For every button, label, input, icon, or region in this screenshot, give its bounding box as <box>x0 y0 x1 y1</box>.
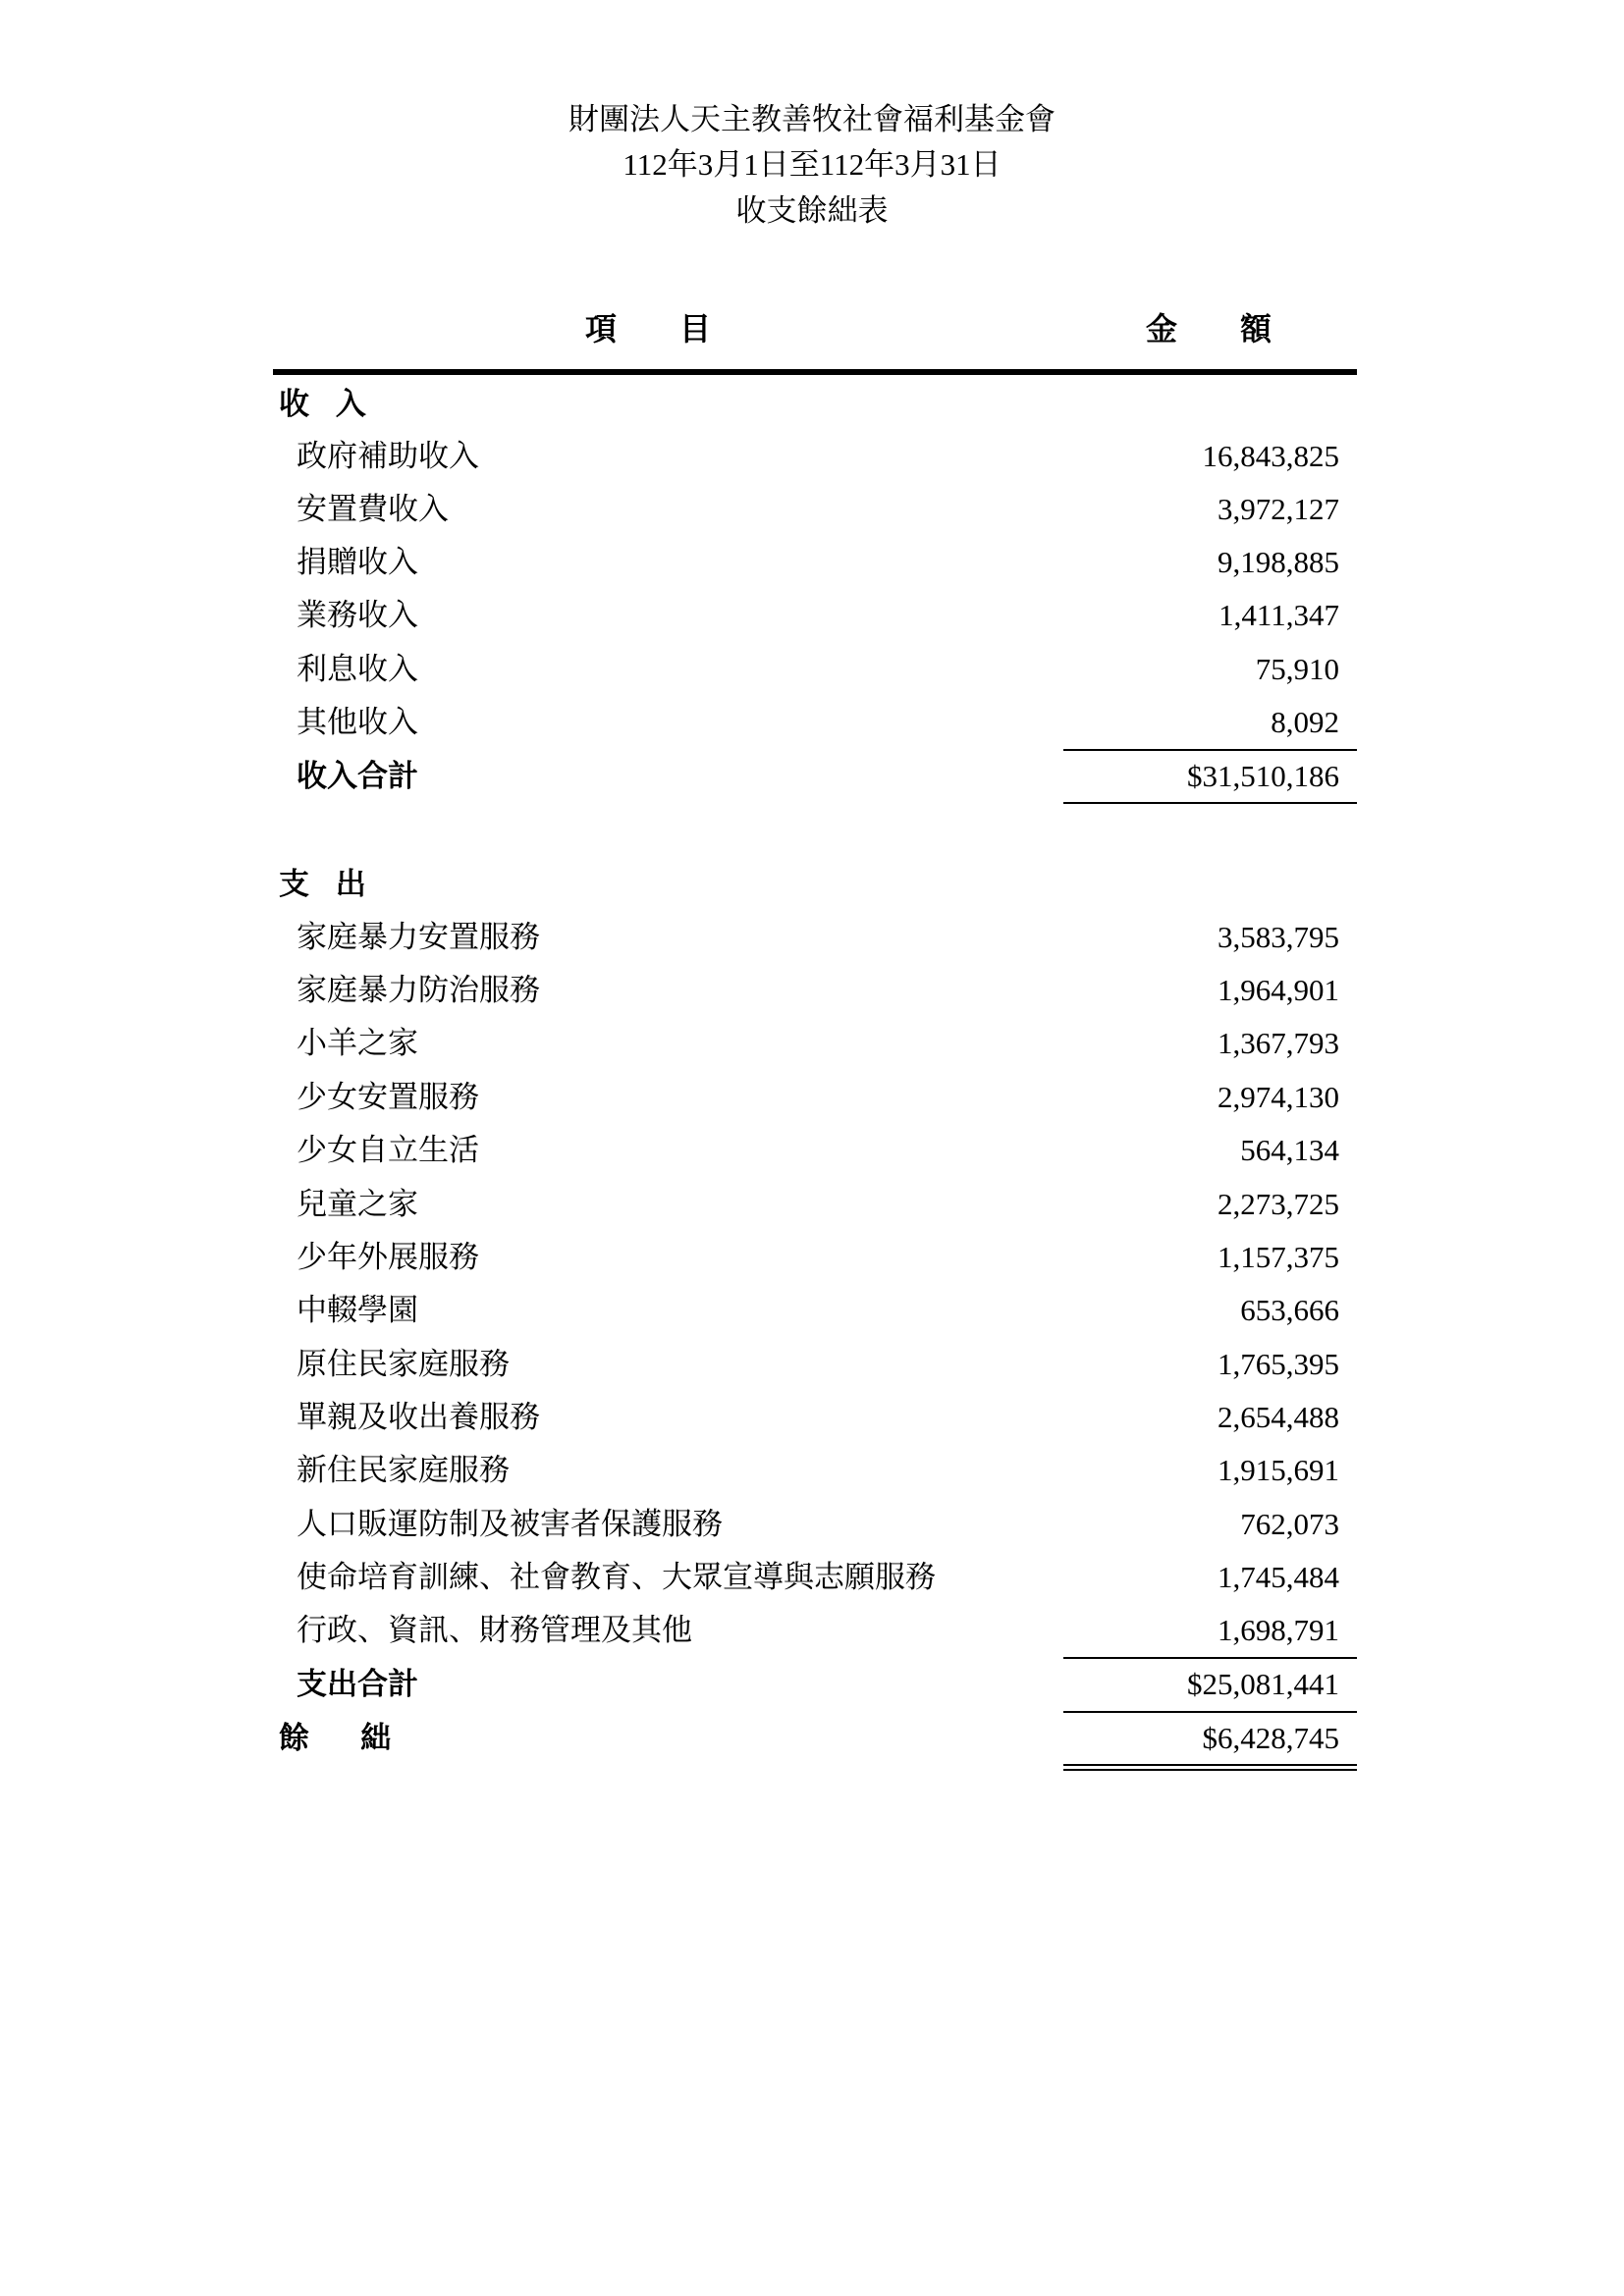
expense-row <box>0 1231 1624 1284</box>
balance-row <box>0 1712 1624 1765</box>
income-item-amount: 3,972,127 <box>1218 492 1339 526</box>
income-total-row <box>0 750 1624 803</box>
expense-heading-row <box>0 858 1624 911</box>
income-row <box>0 589 1624 642</box>
expense-row <box>0 1498 1624 1551</box>
organization-name: 財團法人天主教善牧社會福利基金會 <box>568 102 1056 137</box>
expense-heading: 支 出 <box>279 867 374 902</box>
income-item-label: 其他收入 <box>297 705 418 740</box>
expense-item-label: 家庭暴力防治服務 <box>297 973 540 1008</box>
expense-item-label: 人口販運防制及被害者保護服務 <box>297 1507 723 1542</box>
item-column-header: 項 目 <box>585 310 712 347</box>
expense-row <box>0 1338 1624 1391</box>
income-row <box>0 430 1624 483</box>
expense-row <box>0 1551 1624 1604</box>
expense-row <box>0 1178 1624 1231</box>
expense-row <box>0 1444 1624 1497</box>
expense-item-label: 原住民家庭服務 <box>297 1347 510 1382</box>
report-title: 收支餘絀表 <box>735 193 889 229</box>
expense-item-label: 兒童之家 <box>297 1187 418 1222</box>
header-rule <box>273 369 1357 375</box>
balance-double-rule-top <box>1063 1764 1357 1766</box>
balance-amount: $6,428,745 <box>1202 1721 1339 1755</box>
expense-row <box>0 1124 1624 1177</box>
expense-row <box>0 1604 1624 1657</box>
expense-item-label: 少年外展服務 <box>297 1240 479 1275</box>
income-item-label: 捐贈收入 <box>297 545 418 580</box>
income-heading: 收 入 <box>279 387 374 422</box>
expense-item-label: 少女自立生活 <box>297 1133 479 1168</box>
expense-item-amount: 1,915,691 <box>1218 1453 1339 1487</box>
income-item-amount: 16,843,825 <box>1202 439 1339 473</box>
expense-item-label: 行政、資訊、財務管理及其他 <box>297 1613 692 1648</box>
expense-item-label: 單親及收出養服務 <box>297 1400 540 1435</box>
income-item-amount: 1,411,347 <box>1218 598 1339 632</box>
income-row <box>0 696 1624 749</box>
expense-item-amount: 1,745,484 <box>1218 1560 1339 1594</box>
income-item-label: 業務收入 <box>297 598 418 633</box>
expense-row <box>0 1071 1624 1124</box>
expense-item-amount: 2,273,725 <box>1218 1187 1339 1221</box>
report-period: 112年3月1日至112年3月31日 <box>623 147 1001 182</box>
income-total-amount: $31,510,186 <box>1187 759 1339 793</box>
balance-label: 餘絀 <box>279 1721 442 1756</box>
expense-item-amount: 1,367,793 <box>1218 1026 1339 1060</box>
expense-item-amount: 564,134 <box>1240 1133 1339 1167</box>
expense-item-amount: 3,583,795 <box>1218 920 1339 954</box>
income-total-rule <box>1063 802 1357 804</box>
income-total-label: 收入合計 <box>297 759 418 794</box>
income-item-label: 安置費收入 <box>297 492 449 527</box>
expense-item-label: 少女安置服務 <box>297 1080 479 1115</box>
expense-item-amount: 1,157,375 <box>1218 1240 1339 1274</box>
expense-row <box>0 1017 1624 1070</box>
expense-total-row <box>0 1658 1624 1711</box>
expense-row <box>0 1284 1624 1337</box>
income-item-label: 政府補助收入 <box>297 439 479 474</box>
expense-item-label: 新住民家庭服務 <box>297 1453 510 1488</box>
expense-item-amount: 1,964,901 <box>1218 973 1339 1007</box>
income-row <box>0 536 1624 589</box>
expense-total-label: 支出合計 <box>297 1667 418 1702</box>
income-item-label: 利息收入 <box>297 652 418 687</box>
income-item-amount: 75,910 <box>1255 652 1339 686</box>
expense-item-amount: 653,666 <box>1240 1293 1339 1327</box>
expense-item-amount: 1,765,395 <box>1218 1347 1339 1381</box>
expense-row <box>0 911 1624 964</box>
income-item-amount: 9,198,885 <box>1218 545 1339 579</box>
expense-item-label: 使命培育訓練、社會教育、大眾宣導與志願服務 <box>297 1560 936 1595</box>
expense-row <box>0 1391 1624 1444</box>
expense-item-label: 家庭暴力安置服務 <box>297 920 540 955</box>
expense-item-amount: 1,698,791 <box>1218 1613 1339 1647</box>
expense-item-label: 小羊之家 <box>297 1026 418 1061</box>
expense-total-amount: $25,081,441 <box>1187 1667 1339 1701</box>
expense-item-label: 中輟學園 <box>297 1293 418 1328</box>
balance-double-rule-bottom <box>1063 1769 1357 1771</box>
income-row <box>0 643 1624 696</box>
expense-item-amount: 762,073 <box>1240 1507 1339 1541</box>
expense-row <box>0 964 1624 1017</box>
income-item-amount: 8,092 <box>1271 705 1339 739</box>
amount-column-header: 金 額 <box>1146 310 1272 347</box>
expense-item-amount: 2,654,488 <box>1218 1400 1339 1434</box>
income-row <box>0 483 1624 536</box>
income-heading-row <box>0 378 1624 431</box>
expense-item-amount: 2,974,130 <box>1218 1080 1339 1114</box>
